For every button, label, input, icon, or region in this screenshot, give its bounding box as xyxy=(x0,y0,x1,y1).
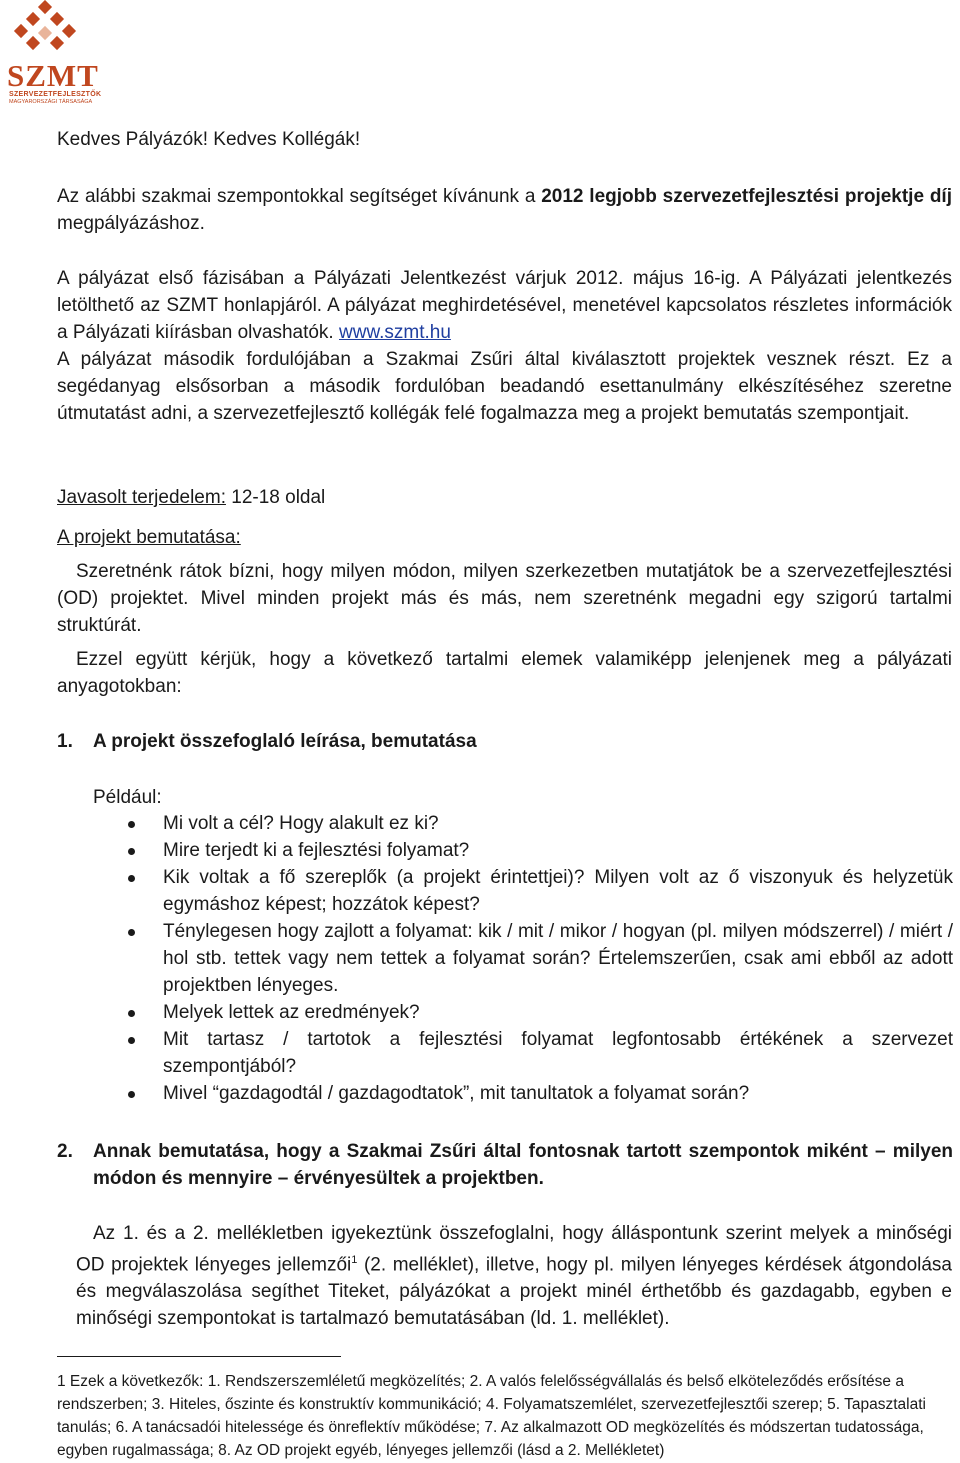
logo-line2: MAGYARORSZÁGI TÁRSASÁGA xyxy=(9,99,93,105)
section1-number: 1. xyxy=(57,731,73,752)
list-item xyxy=(163,918,953,999)
list-item xyxy=(163,1026,953,1080)
section2-number: 2. xyxy=(57,1141,73,1162)
example-label: Például: xyxy=(93,787,162,808)
section2-title: Annak bemutatása, hogy a Szakmai Zsűri által fontosnak tartott szempontok miként – milyen módon és mennyire – érvényesültek a projektben. xyxy=(93,1141,953,1189)
szmt-logo xyxy=(0,0,100,110)
list-item-text: Mivel “gazdagodtál / gazdagodtatok”, mit tanultatok a folyamat során? xyxy=(163,1083,750,1104)
phase1-text: A pályázat első fázisában a Pályázati Jelentkezést várjuk 2012. május 16-ig. A Pályázati jelentkezés letölthető az SZMT honlapjáról. A pályázat meghirdetésével, menetével kapcsolatos részletes információk a Pályázati kiírásban olvashatók. xyxy=(57,268,952,343)
project-label: A projekt bemutatása: xyxy=(57,527,241,548)
bullet-icon xyxy=(128,875,135,882)
phase2-paragraph: A pályázat második fordulójában a Szakmai Zsűri által kiválasztott projektek vesznek részt. Ez a segédanyag elsősorban a második fordulóban beadandó esettanulmány elkészítéséhez szeretne útmutatást adni, a szervezetfejlesztő kollégák felé fogalmazza meg a projekt bemutatás szempontjait. xyxy=(57,349,952,424)
section2-text: Az 1. és a 2. mellékletben igyekeztünk összefoglalni, hogy álláspontunk szerint melyek a minőségi OD projektek lényeges jellemzői xyxy=(76,1223,952,1276)
trust-paragraph: Szeretnénk rátok bízni, hogy milyen módon, milyen szerkezetben mutatjátok be a szervezetfejlesztési (OD) projektet. Mivel minden projekt más és más, nem szeretnénk megadni egy szigorú tartalmi struktúrát. xyxy=(57,561,952,636)
szmt-website-link[interactable]: www.szmt.hu xyxy=(339,322,451,343)
bullet-icon xyxy=(128,1010,135,1017)
intro-paragraph xyxy=(57,183,952,237)
length-label: Javasolt terjedelem: xyxy=(57,487,226,508)
section1-title: A projekt összefoglaló leírása, bemutatása xyxy=(93,731,477,752)
list-item-text: Kik voltak a fő szereplők (a projekt érintettjei)? Milyen volt az ő viszonyuk és helyzetük egymáshoz képest; hozzátok képest? xyxy=(163,867,953,915)
greeting: Kedves Pályázók! Kedves Kollégák! xyxy=(57,129,361,150)
section2-text-end: (2. melléklet), illetve, hogy pl. milyen lényeges kérdések átgondolása és megválaszolása segíthet Titeket, pályázókat a projekt minél érthetőbb és gazdagabb, egyben e minőségi szempontokat is tartalmazó bemutatásában (ld. 1. melléklet). xyxy=(76,1254,952,1330)
footnote-ref[interactable]: 1 xyxy=(351,1254,358,1266)
list-item xyxy=(163,837,953,864)
list-item-text: Mire terjedt ki a fejlesztési folyamat? xyxy=(163,840,470,861)
intro-text-end: megpályázáshoz. xyxy=(57,213,205,234)
footnote-mark: 1 xyxy=(57,1373,66,1390)
length-value: 12-18 oldal xyxy=(225,487,326,508)
bullet-icon xyxy=(128,1091,135,1098)
bullet-icon xyxy=(128,821,135,828)
phase1-paragraph xyxy=(57,265,952,346)
list-item-text: Mi volt a cél? Hogy alakult ez ki? xyxy=(163,813,439,834)
bullet-icon xyxy=(128,848,135,855)
list-item-text: Melyek lettek az eredmények? xyxy=(163,1002,420,1023)
footnote xyxy=(57,1370,943,1462)
list-item xyxy=(163,864,953,918)
length-line xyxy=(57,484,325,511)
logo-line1: SZERVEZETFEJLESZTŐK xyxy=(9,91,102,98)
bullet-icon xyxy=(128,929,135,936)
footnote-divider xyxy=(57,1356,341,1357)
list-item xyxy=(163,810,953,837)
intro-text: Az alábbi szakmai szempontokkal segítséget kívánunk a xyxy=(57,186,542,207)
list-item-text: Mit tartasz / tartotok a fejlesztési folyamat legfontosabb értékének a szervezet szempontjából? xyxy=(163,1029,953,1077)
list-item-text: Ténylegesen hogy zajlott a folyamat: kik / mit / mikor / hogyan (pl. milyen módszerrel) / miért / hol stb. tettek vagy nem tettek a folyamat során? Értelemszerűen, csak ami ebből az adott projektben lényeges. xyxy=(163,921,953,996)
section2-paragraph xyxy=(76,1220,952,1332)
elements-paragraph: Ezzel együtt kérjük, hogy a következő tartalmi elemek valamiképp jelenjenek meg a pályázati anyagotokban: xyxy=(57,649,952,697)
logo-brand: SZMT xyxy=(7,58,99,93)
footnote-text: Ezek a következők: 1. Rendszerszemléletű megközelítés; 2. A valós felelősségvállalás és belső elköteleződés erősítése a rendszerben; 3. Hiteles, őszinte és konstruktív kommunikáció; 4. Folyamatszemlélet, szervezetfejlesztői szerep; 5. Tapasztalati tanulás; 6. A tanácsadói hitelessége és önreflektív működése; 7. Az alkalmazott OD megközelítés és módszertan tudatossága, egyben rugalmassága; 8. Az OD projekt egyéb, lényeges jellemzői (lásd a 2. Mellékletet) xyxy=(57,1373,926,1459)
logo-diamond-icon xyxy=(0,0,100,60)
award-name: 2012 legjobb szervezetfejlesztési projektje díj xyxy=(541,186,952,207)
list-item xyxy=(163,1080,953,1107)
list-item xyxy=(163,999,953,1026)
bullet-icon xyxy=(128,1037,135,1044)
section1-list xyxy=(163,810,953,1107)
